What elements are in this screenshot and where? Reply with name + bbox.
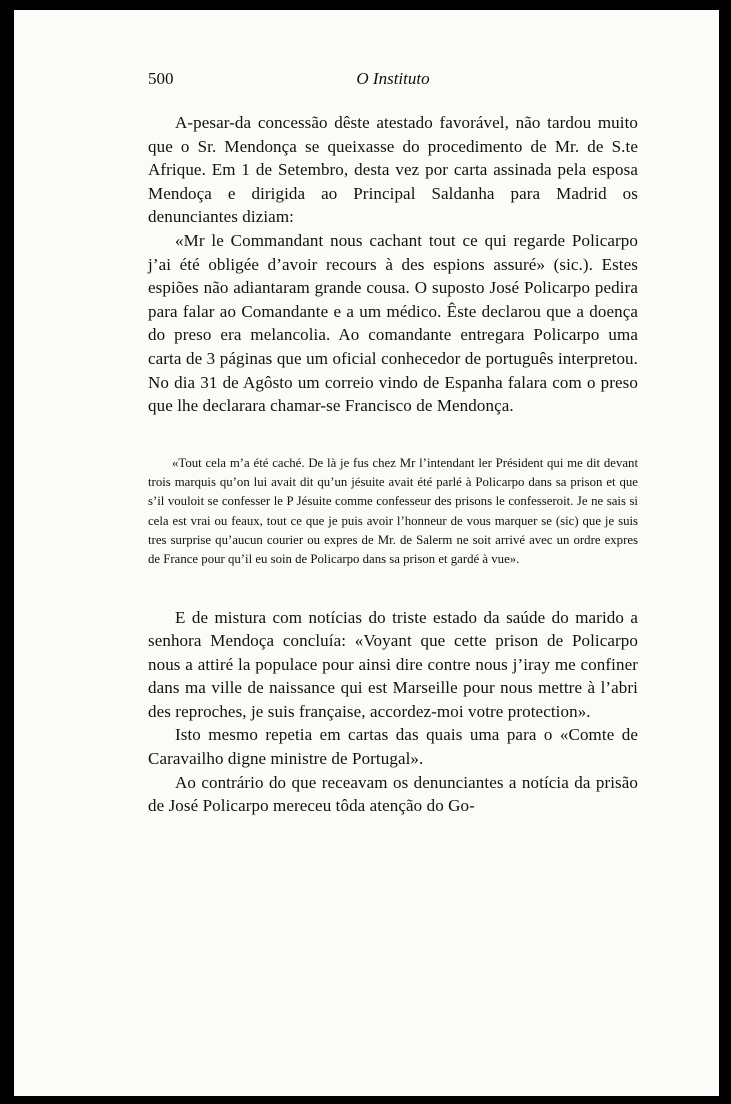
page-header <box>148 69 638 95</box>
paragraph: Ao contrário do que receavam os denunciantes a notícia da prisão de José Policarpo mereceu tôda atenção do Go- <box>148 772 638 816</box>
body-text-top <box>148 111 638 418</box>
book-page <box>14 10 719 1096</box>
page-content <box>148 69 638 818</box>
paragraph: «Mr le Commandant nous cachant tout ce qui regarde Policarpo j’ai été obligée d’avoir recours à des espions assuré» (sic.). Estes espiões não adiantaram grande cousa. O suposto José Policarpo pedira para falar ao Comandante e a um médico. Êste declarou que a doença do preso era melancolia. Ao comandante entregara Policarpo uma carta de 3 páginas que um oficial conhecedor de português interpretou. No dia 31 de Agôsto um correio vindo de Espanha falara com o preso que lhe declarara chamar-se Francisco de Mendonça. <box>148 230 638 416</box>
block-quote <box>148 454 638 570</box>
quote-text: «Tout cela m’a été caché. De là je fus chez Mr l’intendant ler Président qui me dit devant trois marquis qu’on lui avait dit qu’un jésuite avait été parlé à Policarpo dans sa prison et que s’il vouloit se confesser le P Jésuite comme confesseur des prisons le confesseroit. Je ne sais si cela est vrai ou feaux, tout ce que je puis avoir l’honneur de vous marquer se (sic) que je suis tres surprise qu’aucun courier ou expres de Mr. de Salerm ne soit arrivé avec un ordre expres de France pour qu’il eu soin de Policarpo dans sa prison et gardé à vue». <box>148 455 638 567</box>
paragraph: A-pesar-da concessão dêste atestado favorável, não tardou muito que o Sr. Mendonça se queixasse do procedimento de Mr. de S.te Afrique. Em 1 de Setembro, desta vez por carta assinada pela esposa Mendoça e dirigida ao Principal Saldanha para Madrid os denunciantes diziam: <box>148 113 638 227</box>
paragraph: Isto mesmo repetia em cartas das quais uma para o «Comte de Caravailho digne ministre de Portugal». <box>148 725 638 769</box>
running-title: O Instituto <box>356 69 430 88</box>
paragraph: E de mistura com notícias do triste estado da saúde do marido a senhora Mendoça concluía: «Voyant que cette prison de Policarpo nous a attiré la populace pour ainsi dire contre nous j’iray me confiner dans ma ville de naissance qui est Marseille pour nous mettre à l’abri des reproches, je suis française, accordez-moi votre protection». <box>148 607 638 721</box>
body-text-bottom <box>148 606 638 818</box>
page-number: 500 <box>148 69 174 88</box>
